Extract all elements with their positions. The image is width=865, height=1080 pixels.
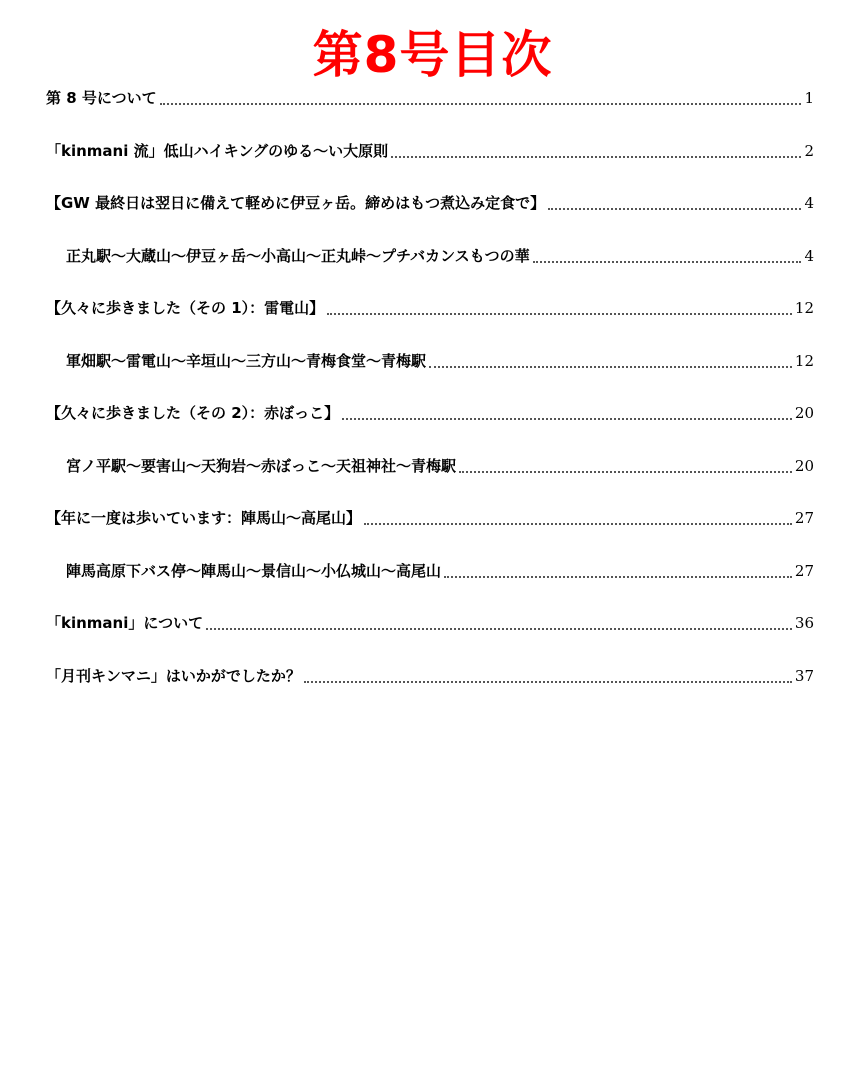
toc-entry[interactable] xyxy=(46,375,814,428)
toc-entry[interactable] xyxy=(46,112,814,165)
toc-entry-page: 12 xyxy=(794,351,814,370)
toc-entry-title: 陣馬高原下バス停～陣馬山～景信山～小仏城山～高尾山 xyxy=(66,561,442,580)
toc-leader-dots xyxy=(206,628,792,630)
toc-entry[interactable] xyxy=(46,480,814,533)
toc-entry-title: 正丸駅～大蔵山～伊豆ヶ岳～小高山～正丸峠～プチバカンスもつの華 xyxy=(66,246,530,265)
toc-subentry[interactable] xyxy=(46,532,814,585)
toc-leader-dots xyxy=(364,523,792,525)
toc-entry-title: 「kinmani 流」低山ハイキングのゆる～い大原則 xyxy=(46,141,389,160)
toc-leader-dots xyxy=(391,156,801,158)
toc-leader-dots xyxy=(444,576,792,578)
toc-entry[interactable] xyxy=(46,86,814,112)
toc-entry-title: 軍畑駅～雷電山～辛垣山～三方山～青梅食堂～青梅駅 xyxy=(66,351,427,370)
toc-leader-dots xyxy=(327,313,792,315)
toc-entry-page: 1 xyxy=(804,89,814,107)
toc-leader-dots xyxy=(304,681,792,683)
toc-subentry[interactable] xyxy=(46,217,814,270)
table-of-contents xyxy=(46,86,814,690)
toc-entry[interactable] xyxy=(46,165,814,218)
toc-entry-page: 20 xyxy=(794,456,814,475)
toc-entry-page: 27 xyxy=(794,561,814,580)
toc-entry[interactable] xyxy=(46,270,814,323)
toc-leader-dots xyxy=(429,366,792,368)
toc-entry-title: 第 8 号について xyxy=(46,89,157,107)
toc-entry-title: 【久々に歩きました（その 1）：雷電山】 xyxy=(46,299,325,317)
toc-leader-dots xyxy=(548,208,801,210)
toc-leader-dots xyxy=(160,103,802,105)
page-title: 第8号目次 xyxy=(312,26,553,84)
toc-entry[interactable] xyxy=(46,637,814,690)
toc-entry-title: 【久々に歩きました（その 2）：赤ぼっこ】 xyxy=(46,404,340,422)
toc-entry-title: 「月刊キンマニ」はいかがでしたか？ xyxy=(46,666,301,685)
toc-entry-title: 宮ノ平駅～要害山～天狗岩～赤ぼっこ～天祖神社～青梅駅 xyxy=(66,456,457,475)
toc-entry-page: 20 xyxy=(794,404,814,422)
toc-entry-page: 37 xyxy=(794,666,814,685)
toc-entry-page: 4 xyxy=(804,246,814,265)
toc-entry-page: 2 xyxy=(804,141,814,160)
toc-leader-dots xyxy=(533,261,802,263)
toc-entry-page: 27 xyxy=(794,509,814,527)
toc-leader-dots xyxy=(342,418,792,420)
toc-leader-dots xyxy=(459,471,792,473)
toc-entry-page: 36 xyxy=(794,614,814,632)
toc-entry-page: 4 xyxy=(804,194,814,212)
toc-entry-title: 【年に一度は歩いています：陣馬山～高尾山】 xyxy=(46,509,362,527)
toc-entry-page: 12 xyxy=(794,299,814,317)
toc-subentry[interactable] xyxy=(46,322,814,375)
toc-subentry[interactable] xyxy=(46,427,814,480)
toc-entry[interactable] xyxy=(46,585,814,638)
toc-entry-title: 【GW 最終日は翌日に備えて軽めに伊豆ヶ岳。締めはもつ煮込み定食で】 xyxy=(46,194,546,212)
toc-entry-title: 「kinmani」について xyxy=(46,614,204,632)
